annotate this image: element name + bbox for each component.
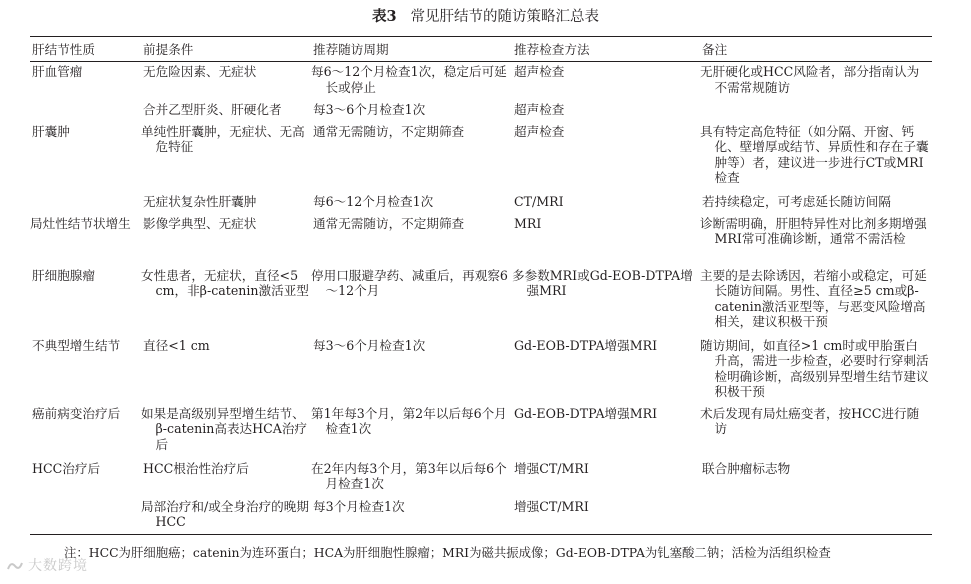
watermark [6, 555, 88, 575]
cell-condition: 直径<1 cm [143, 337, 210, 353]
table-row [30, 192, 932, 214]
header-method: 推荐检查方法 [512, 37, 700, 62]
table-label: 表3 [371, 8, 397, 25]
table-row [30, 497, 932, 535]
cell-period: 通常无需随访，不定期筛查 [313, 215, 465, 231]
cell-method: 多参数MRI或Gd-EOB-DTPA增强MRI [512, 267, 693, 298]
cell-method: 增强CT/MRI [512, 497, 700, 535]
cell-remarks: 若持续稳定，可考虑延长随访间隔 [702, 193, 891, 209]
cell-method: Gd-EOB-DTPA增强MRI [514, 405, 658, 421]
table-row [30, 214, 932, 266]
table-row [30, 459, 932, 497]
table-footnote: 注：HCC为肝细胞癌；catenin为连环蛋白；HCA为肝细胞性腺瘤；MRI为磁共振成像；Gd-EOB-DTPA为钆塞酸二钠；活检为活组织检查 [64, 545, 831, 560]
cell-condition: HCC根治性治疗后 [143, 460, 249, 476]
cell-remarks [700, 497, 932, 535]
table-row [30, 62, 932, 100]
cell-period: 每3～6个月检查1次 [313, 101, 426, 117]
cell-condition: 局部治疗和/或全身治疗的晚期HCC [141, 497, 311, 535]
cell-method: 超声检查 [514, 123, 565, 139]
cell-remarks: 主要的是去除诱因，若缩小或稳定，可延长随访间隔。男性、直径≥5 cm或β-catenin激活亚型等，与恶变风险增高相关，建议积极干预 [700, 267, 927, 329]
cell-method: 增强CT/MRI [514, 460, 589, 476]
cell-remarks: 无肝硬化或HCC风险者，部分指南认为不需常规随访 [700, 64, 920, 95]
cell-condition: 影像学典型、无症状 [143, 215, 257, 231]
table-row [30, 100, 932, 122]
cell-period: 第1年每3个月，第2年以后每6个月检查1次 [311, 405, 507, 436]
follow-up-table [30, 36, 932, 535]
cell-method: 超声检查 [514, 101, 565, 117]
cell-type [30, 497, 141, 535]
cell-type: 肝血管瘤 [32, 64, 83, 79]
cell-type: 癌前病变治疗后 [32, 405, 121, 421]
header-nodule-type: 肝结节性质 [30, 37, 141, 62]
header-row [30, 37, 932, 62]
table-row [30, 404, 932, 459]
table-row [30, 266, 932, 336]
cell-period: 每6～12个月检查1次，稳定后可延长或停止 [311, 64, 507, 95]
cell-period: 在2年内每3个月，第3年以后每6个月检查1次 [311, 460, 507, 491]
watermark-text: 大数跨境 [28, 558, 88, 574]
header-remarks: 备注 [700, 37, 932, 62]
cell-remarks: 随访期间，如直径>1 cm时或甲胎蛋白升高，需进一步检查，必要时行穿刺活检明确诊断，高级别异型增生结节建议积极干预 [700, 337, 929, 399]
cell-period: 每3～6个月检查1次 [313, 337, 426, 353]
cell-type: HCC治疗后 [32, 460, 101, 476]
cell-period: 通常无需随访，不定期筛查 [313, 123, 465, 139]
cell-type [30, 192, 141, 214]
header-condition: 前提条件 [141, 37, 311, 62]
cell-type: 局灶性结节状增生 [30, 215, 131, 231]
cell-type [30, 100, 141, 122]
cell-condition: 如果是高级别异型增生结节、β-catenin高表达HCA治疗后 [141, 405, 308, 452]
header-period: 推荐随访周期 [311, 37, 512, 62]
cell-condition: 女性患者，无症状，直径<5 cm，非β-catenin激活亚型 [141, 267, 309, 298]
cell-period: 停用口服避孕药、减重后，再观察6～12个月 [311, 267, 508, 298]
table-row [30, 336, 932, 404]
cell-type: 肝细胞腺瘤 [32, 267, 95, 283]
cell-remarks [700, 100, 932, 122]
cell-condition: 无危险因素、无症状 [143, 64, 257, 79]
cell-method: CT/MRI [514, 193, 564, 209]
cell-method: 超声检查 [514, 64, 565, 79]
cell-remarks: 诊断需明确，肝胆特异性对比剂多期增强MRI常可准确诊断，通常不需活检 [700, 215, 927, 246]
cell-method: Gd-EOB-DTPA增强MRI [514, 337, 658, 353]
cell-type: 肝囊肿 [32, 123, 70, 139]
cell-method: MRI [514, 215, 542, 231]
cell-remarks: 联合肿瘤标志物 [702, 460, 791, 476]
table-row [30, 122, 932, 192]
cell-remarks: 术后发现有局灶癌变者，按HCC进行随访 [700, 405, 920, 436]
table-title [0, 7, 971, 27]
cell-period: 每6～12个月检查1次 [313, 193, 434, 209]
table-title-text: 常见肝结节的随访策略汇总表 [410, 9, 600, 25]
cell-period: 每3个月检查1次 [311, 497, 512, 535]
watermark-logo-icon [6, 559, 24, 573]
cell-remarks: 具有特定高危特征（如分隔、开窗、钙化、壁增厚或结节、异质性和存在子囊肿等）者，建议进一步进行CT或MRI检查 [700, 123, 929, 185]
cell-condition: 单纯性肝囊肿，无症状、无高危特征 [141, 123, 305, 154]
cell-condition: 合并乙型肝炎、肝硬化者 [143, 101, 282, 117]
cell-condition: 无症状复杂性肝囊肿 [143, 193, 257, 209]
cell-type: 不典型增生结节 [32, 337, 121, 353]
